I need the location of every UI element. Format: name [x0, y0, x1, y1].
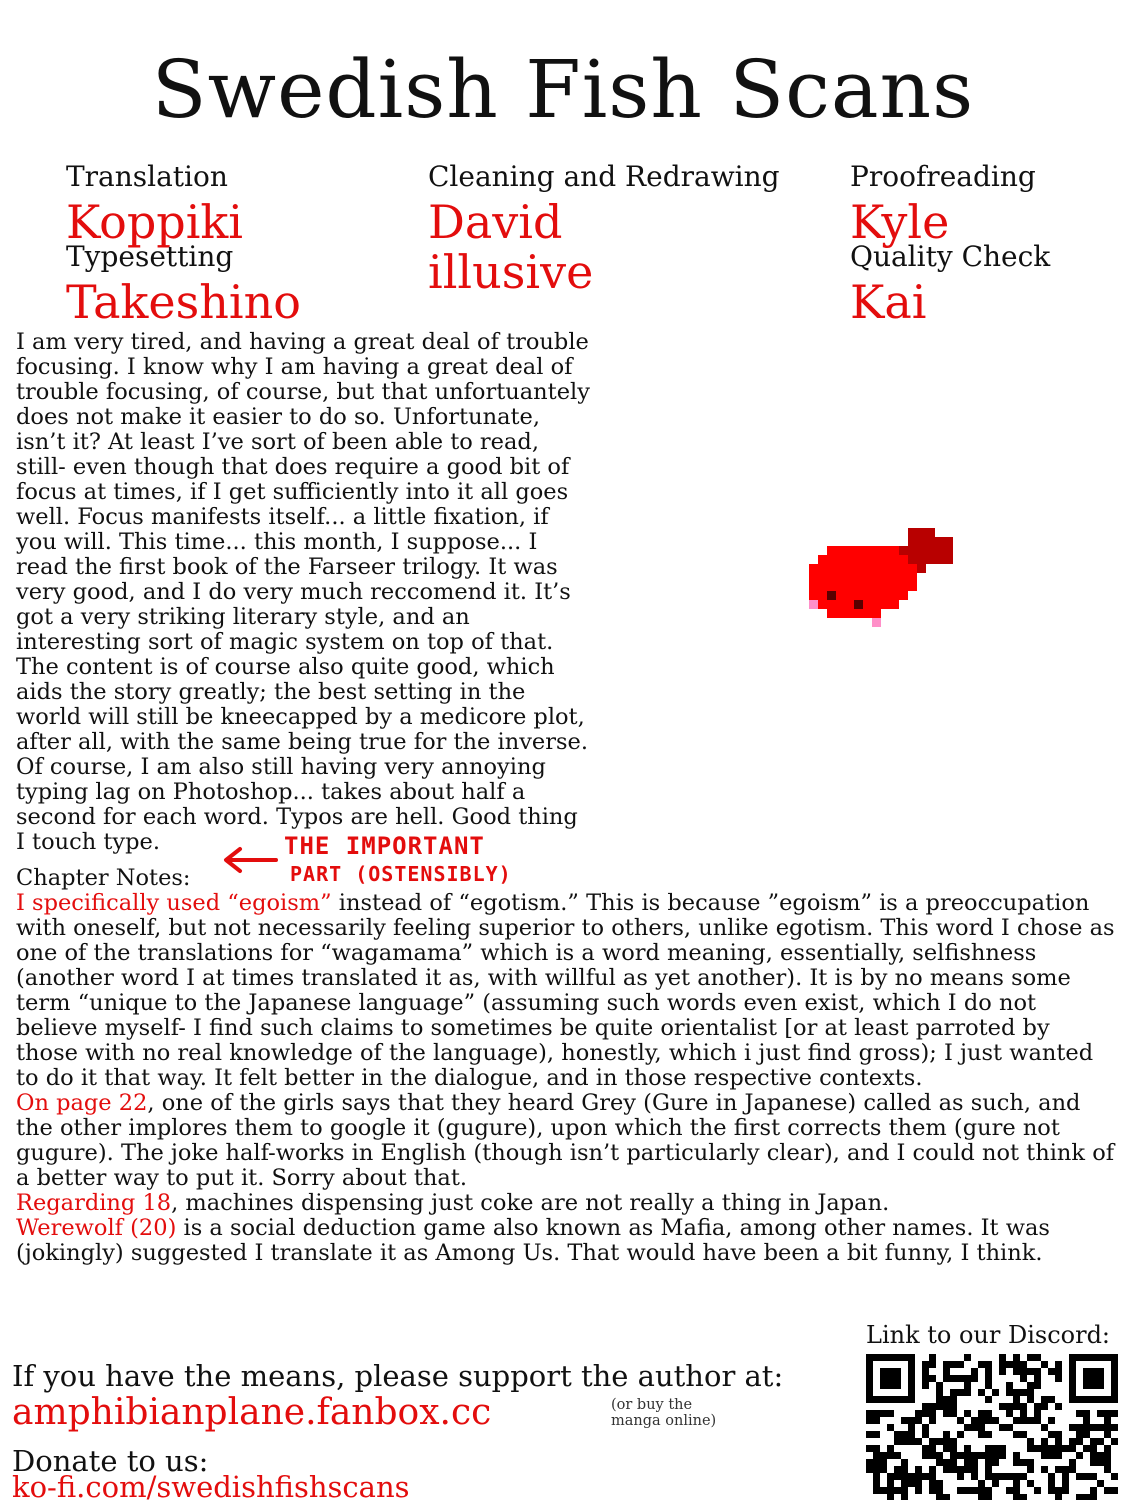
note-text: is a social deduction game also known as Mafia, among other names. It was (jokingly) suggested I translate it as Among Us. That would have been a bit funny, I think. [16, 1215, 1050, 1266]
page-title: Swedish Fish Scans [151, 43, 975, 136]
translation-name: Koppiki [66, 195, 244, 249]
note-highlight: On page 22 [16, 1090, 148, 1116]
blog-text: I am very tired, and having a great deal of trouble focusing. I know why I am having a great deal of trouble focusing, of course, but that unfortuantely does not make it easier to do so. Unfortunate, isn’t it? At least I’ve sort of been able to read, still- even though that does require a good bit of focus at times, if I get sufficiently into it all goes well. Focus manifests itself... a little fixation, if you will. This time... this month, I suppose... I read the first book of the Farseer trilogy. It was very good, and I do very much reccomend it. It’s got a very striking literary style, and an interesting sort of magic system on top of that. The content is of course also quite good, which aids the story greatly; the best setting in the world will still be kneecapped by a medicore plot, after all, with the same being true for the inverse. Of course, I am also still having very annoying typing lag on Photoshop... takes about half a second for each word. Typos are hell. Good thing I touch type. [16, 329, 590, 855]
pixel-fish-icon [800, 528, 980, 648]
note-text: instead of “egotism.” This is because ”egoism” is a preoccupation with oneself, but not necessarily feeling superior to others, unlike egotism. This word I chose as one of the translations for “wagamama” which is a word meaning, essentially, selfishness (another word I at times translated it as, with willful as yet another). It is by no means some term “unique to the Japanese language” (assuming such words even exist, which I do not believe myself- I find such claims to sometimes be quite orientalist [or at least parroted by those with no real knowledge of the language), honestly, which i just find gross); I just wanted to do it that way. It felt better in the dialogue, and in those respective contexts. [16, 890, 1115, 1091]
quality-name: Kai [850, 275, 927, 329]
annotation-line-1: THE IMPORTANT [284, 832, 485, 860]
proofreading-name: Kyle [850, 195, 950, 249]
translation-role: Translation [66, 160, 228, 193]
note-item [16, 891, 1116, 1091]
left-arrow-icon [222, 840, 280, 880]
support-label: If you have the means, please support the author at: [12, 1359, 784, 1393]
cleaning-role: Cleaning and Redrawing [428, 160, 780, 193]
note-highlight: Regarding 18 [16, 1190, 172, 1216]
cleaning-name-2: illusive [428, 245, 594, 299]
support-note-line-2: manga online) [611, 1413, 717, 1429]
typesetting-name: Takeshino [66, 275, 301, 329]
proofreading-role: Proofreading [850, 160, 1036, 193]
qr-cells [866, 1354, 1118, 1500]
typesetting-role: Typesetting [66, 240, 234, 273]
kofi-link[interactable]: ko-fi.com/swedishfishscans [12, 1470, 410, 1504]
donate-label: Donate to us: [12, 1444, 209, 1478]
note-text: , machines dispensing just coke are not really a thing in Japan. [171, 1190, 890, 1216]
support-note [611, 1397, 716, 1429]
note-highlight: I specifically used “egoism” [16, 890, 332, 916]
note-item [16, 1216, 1116, 1266]
qr-code-icon[interactable] [866, 1354, 1118, 1500]
note-item [16, 1191, 1116, 1216]
fanbox-link[interactable]: amphibianplane.fanbox.cc [12, 1392, 492, 1433]
note-highlight: Werewolf (20) [16, 1215, 177, 1241]
cleaning-name-1: David [428, 195, 563, 249]
chapter-notes-label: Chapter Notes: [16, 865, 191, 891]
discord-label: Link to our Discord: [866, 1321, 1111, 1349]
note-item [16, 1091, 1116, 1191]
support-note-line-1: (or buy the [611, 1397, 693, 1413]
important-annotation [284, 832, 512, 888]
chapter-notes [16, 891, 1116, 1266]
quality-role: Quality Check [850, 240, 1051, 273]
annotation-line-2: PART (OSTENSIBLY) [290, 862, 512, 886]
note-text: , one of the girls says that they heard Grey (Gure in Japanese) called as such, and the other implores them to google it (gugure), upon which the first corrects them (gure not gugure). The joke half-works in English (though isn’t particularly clear), and I could not think of a better way to put it. Sorry about that. [16, 1090, 1115, 1191]
